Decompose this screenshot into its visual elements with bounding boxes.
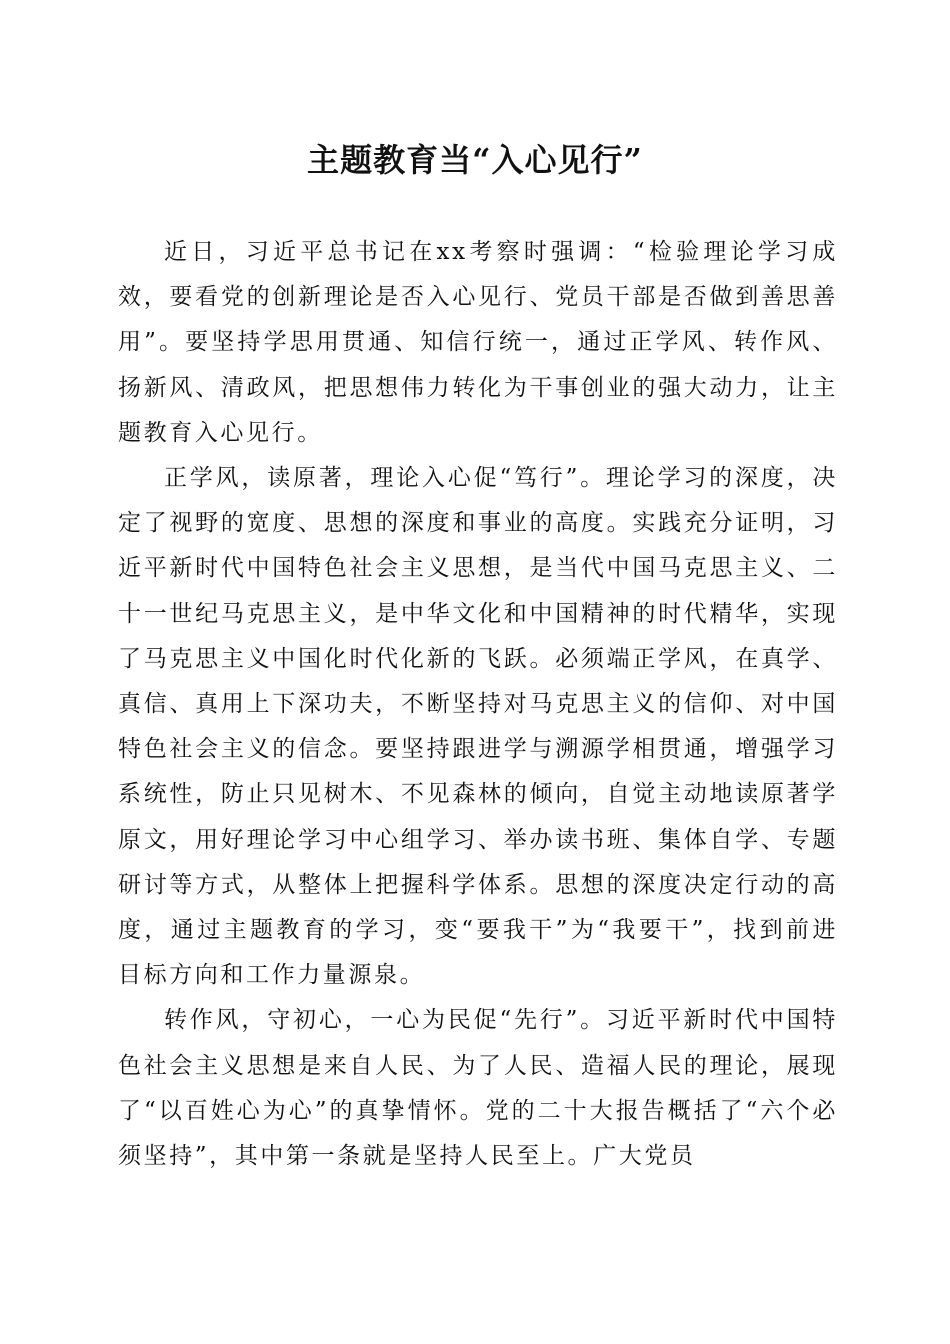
paragraph-study-style: 正学风，读原著，理论入心促“笃行”。理论学习的深度，决定了视野的宽度、思想的深度和事业的高度。实践充分证明，习近平新时代中国特色社会主义思想，是当代中国马克思主义、二十一世纪马克思主义，是中华文化和中国精神的时代精华，实现了马克思主义中国化时代化新的飞跃。必须端正学风，在真学、真信、真用上下深功夫，不断坚持对马克思主义的信仰、对中国特色社会主义的信念。要坚持跟进学与溯源学相贯通，增强学习系统性，防止只见树木、不见森林的倾向，自觉主动地读原著学原文，用好理论学习中心组学习、举办读书班、集体自学、专题研讨等方式，从整体上把握科学体系。思想的深度决定行动的高度，通过主题教育的学习，变“要我干”为“我要干”，找到前进目标方向和工作力量源泉。 — [118, 465, 838, 989]
paragraph-work-style: 转作风，守初心，一心为民促“先行”。习近平新时代中国特色社会主义思想是来自人民、为了人民、造福人民的理论，展现了“以百姓心为心”的真挚情怀。党的二十大报告概括了“六个必须坚持”，其中第一条就是坚持人民至上。广大党员 — [118, 1007, 838, 1170]
paragraph-intro: 近日，习近平总书记在xx考察时强调：“检验理论学习成效，要看党的创新理论是否入心见行、党员干部是否做到善思善用”。要坚持学思用贯通、知信行统一，通过正学风、转作风、扬新风、清政风，把思想伟力转化为干事创业的强大动力，让主题教育入心见行。 — [118, 239, 838, 446]
document-title: 主题教育当“入心见行” — [307, 141, 643, 179]
document-body — [118, 230, 838, 1179]
